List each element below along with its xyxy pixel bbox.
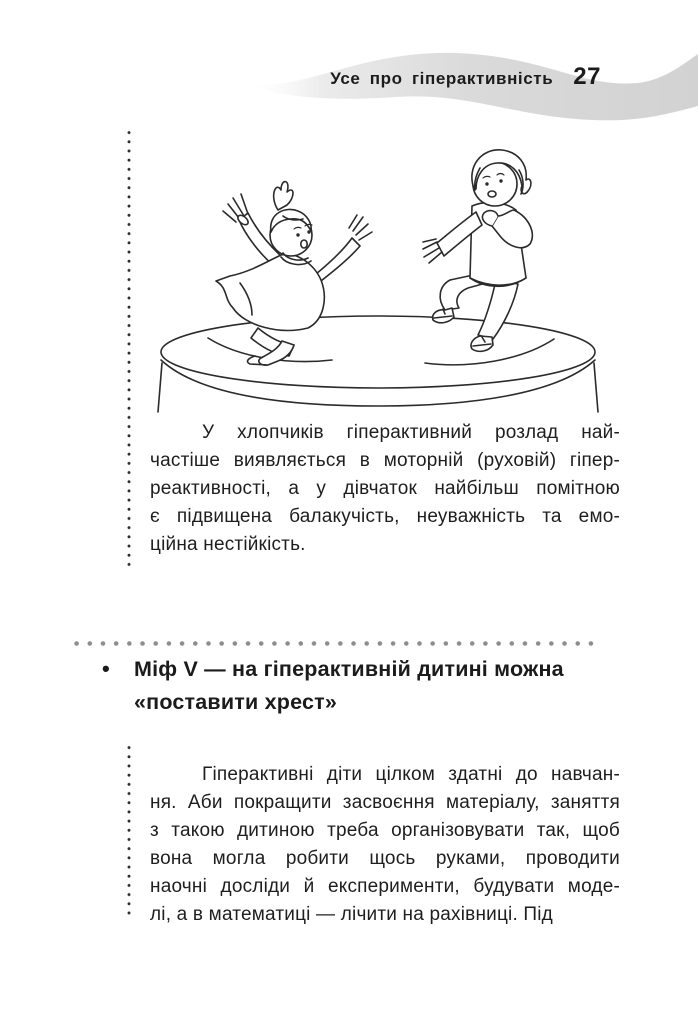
dotted-margin-line-bottom (127, 743, 131, 919)
children-trampoline-illustration (140, 132, 610, 414)
paragraph-line: ційна нестійкість. (150, 534, 306, 555)
paragraph-line: з такою дитиною треба організовувати так, щоб (150, 820, 620, 841)
paragraph-line: Гіперактивні діти цілком здатні до навчан- (202, 764, 620, 785)
paragraph-line: є підвищена балакучість, неуважність та емо- (150, 506, 620, 527)
paragraph-line: ня. Аби покращити засвоєння матеріалу, заняття (150, 792, 620, 813)
paragraph-line: лі, а в математиці — лічити на рахівниці. Під (150, 904, 553, 925)
page-number: 27 (573, 63, 601, 90)
heading-bullet: • (102, 656, 110, 681)
dotted-margin-line-top (127, 128, 131, 569)
paragraph-line: реактивності, а у дівчаток найбільш помітною (150, 478, 620, 499)
dotted-separator (70, 640, 598, 647)
myth-heading-line-1: Міф V — на гіперактивній дитині можна (134, 657, 564, 681)
paragraph-1 (150, 419, 620, 559)
header-title: Усе про гіперактивність (330, 69, 554, 88)
paragraph-line: частіше виявляється в моторній (руховій) гіпер- (150, 450, 620, 471)
paragraph-line: вона могла робити щось руками, проводити (150, 848, 620, 869)
myth-heading-line-2: «поставити хрест» (134, 689, 337, 714)
page-header (330, 63, 601, 91)
paragraph-2 (150, 761, 620, 929)
paragraph-line: наочні досліди й експерименти, будувати моде- (150, 876, 620, 897)
paragraph-line: У хлопчиків гіперактивний розлад най- (202, 422, 620, 443)
myth-heading (134, 653, 614, 718)
